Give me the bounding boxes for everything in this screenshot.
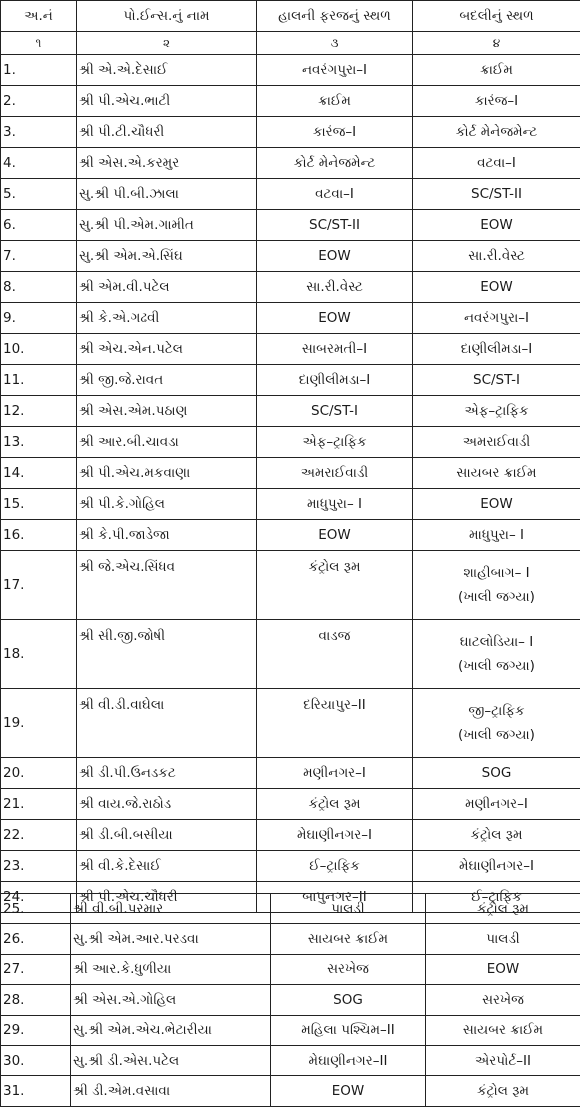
serial-number: 31. [1, 1076, 71, 1106]
officer-name: શ્રી જે.એચ.સિંધવ [77, 551, 257, 620]
transfer-posting [413, 620, 580, 689]
table-row [1, 427, 580, 458]
table-row [1, 117, 580, 148]
current-posting: મેઘાણીનગર–II [271, 1045, 426, 1075]
transfer-posting: પાલડી [426, 924, 580, 954]
serial-number: 14. [1, 458, 77, 489]
table-row [1, 396, 580, 427]
table-row [1, 551, 580, 620]
officer-name: શ્રી કે.પી.જાડેજા [77, 520, 257, 551]
transfer-posting: કારંજ–I [413, 86, 580, 117]
transfer-posting: EOW [413, 489, 580, 520]
header-name: પો.ઈન્સ.નું નામ [77, 1, 257, 32]
table-row [1, 789, 580, 820]
officer-name: શ્રી ડી.બી.બસીયા [77, 820, 257, 851]
table-row [1, 458, 580, 489]
officer-name: શ્રી પી.એચ.મકવાણા [77, 458, 257, 489]
transfer-posting: એરપોર્ટ–II [426, 1045, 580, 1075]
current-posting: EOW [257, 520, 413, 551]
transfer-posting-place: જી–ટ્રાફિક [468, 702, 525, 719]
current-posting: એફ–ટ્રાફિક [257, 427, 413, 458]
transfer-posting: સાયબર ક્રાઈમ [426, 1015, 580, 1045]
transfer-posting: SC/ST-II [413, 179, 580, 210]
transfer-posting: માધુપુરા– I [413, 520, 580, 551]
transfer-posting-place: શાહીબાગ– I [463, 564, 530, 581]
transfer-posting: કોર્ટ મેનેજમેન્ટ [413, 117, 580, 148]
table-row [1, 179, 580, 210]
serial-number: 21. [1, 789, 77, 820]
officer-name: શ્રી કે.એ.ગઢવી [77, 303, 257, 334]
header-row [1, 1, 580, 32]
current-posting: અમરાઈવાડી [257, 458, 413, 489]
serial-number: 6. [1, 210, 77, 241]
current-posting: બાપુનગર–II [257, 882, 413, 913]
column-number: ૨ [77, 32, 257, 55]
current-posting: માધુપુરા– I [257, 489, 413, 520]
serial-number: 5. [1, 179, 77, 210]
transfer-table-continued-body [1, 894, 580, 1107]
current-posting: સાયબર ક્રાઈમ [271, 924, 426, 954]
serial-number: 19. [1, 689, 77, 758]
serial-number: 24. [1, 882, 77, 913]
transfer-posting: EOW [413, 210, 580, 241]
transfer-posting: SOG [413, 758, 580, 789]
officer-name: સુ.શ્રી એમ.એચ.ભેટારીયા [71, 1015, 271, 1045]
officer-name: શ્રી આર.કે.ધુળીયા [71, 954, 271, 984]
header-sr: અ.નં [1, 1, 77, 32]
serial-number: 1. [1, 55, 77, 86]
serial-number: 12. [1, 396, 77, 427]
table-row [1, 303, 580, 334]
serial-number: 18. [1, 620, 77, 689]
officer-name: શ્રી એસ.એમ.પઠાણ [77, 396, 257, 427]
current-posting: SOG [271, 985, 426, 1015]
serial-number: 26. [1, 924, 71, 954]
transfer-posting: EOW [413, 272, 580, 303]
officer-name: શ્રી પી.એચ.ચૌધરી [77, 882, 257, 913]
transfer-posting: EOW [426, 954, 580, 984]
transfer-posting [413, 689, 580, 758]
officer-name: સુ.શ્રી ડી.એસ.પટેલ [71, 1045, 271, 1075]
transfer-posting: મેઘાણીનગર–I [413, 851, 580, 882]
officer-name: શ્રી વી.કે.દેસાઈ [77, 851, 257, 882]
current-posting: મહિલા પશ્ચિમ–II [271, 1015, 426, 1045]
header-current-posting: હાલની ફરજનું સ્થળ [257, 1, 413, 32]
transfer-posting: સાયબર ક્રાઈમ [413, 458, 580, 489]
officer-name: સુ.શ્રી પી.બી.ઝાલા [77, 179, 257, 210]
table-row [1, 86, 580, 117]
table-row [1, 272, 580, 303]
table-row [1, 148, 580, 179]
serial-number: 22. [1, 820, 77, 851]
column-number-row [1, 32, 580, 55]
officer-name: સુ.શ્રી પી.એમ.ગામીત [77, 210, 257, 241]
serial-number: 29. [1, 1015, 71, 1045]
current-posting: સાબરમતી–I [257, 334, 413, 365]
vacancy-note: (ખાલી જગ્યા) [458, 727, 535, 743]
table-row [1, 820, 580, 851]
officer-name: શ્રી એસ.એ.કરમુર [77, 148, 257, 179]
table-row [1, 954, 580, 984]
transfer-table-continued [0, 893, 580, 1107]
serial-number: 4. [1, 148, 77, 179]
serial-number: 30. [1, 1045, 71, 1075]
transfer-posting: ઈ–ટ્રાફિક [413, 882, 580, 913]
table-row [1, 365, 580, 396]
table-row [1, 985, 580, 1015]
current-posting: વટવા–I [257, 179, 413, 210]
transfer-posting: એફ–ટ્રાફિક [413, 396, 580, 427]
vacancy-note: (ખાલી જગ્યા) [458, 658, 535, 674]
transfer-posting: કંટ્રોલ રૂમ [426, 894, 580, 924]
transfer-posting [413, 551, 580, 620]
vacancy-note: (ખાલી જગ્યા) [458, 589, 535, 605]
officer-name: શ્રી પી.ટી.ચૌધરી [77, 117, 257, 148]
column-number: ૩ [257, 32, 413, 55]
current-posting: પાલડી [271, 894, 426, 924]
table-row [1, 894, 580, 924]
officer-name: શ્રી એમ.વી.પટેલ [77, 272, 257, 303]
serial-number: 10. [1, 334, 77, 365]
serial-number: 23. [1, 851, 77, 882]
serial-number: 15. [1, 489, 77, 520]
serial-number: 3. [1, 117, 77, 148]
current-posting: ઈ–ટ્રાફિક [257, 851, 413, 882]
serial-number: 9. [1, 303, 77, 334]
officer-name: શ્રી જી.જે.રાવત [77, 365, 257, 396]
officer-name: શ્રી આર.બી.ચાવડા [77, 427, 257, 458]
current-posting: કંટ્રોલ રૂમ [257, 551, 413, 620]
current-posting: મેઘાણીનગર–I [257, 820, 413, 851]
current-posting: EOW [271, 1076, 426, 1106]
current-posting: ક્રાઈમ [257, 86, 413, 117]
transfer-posting: ક્રાઈમ [413, 55, 580, 86]
transfer-posting: કંટ્રોલ રૂમ [413, 820, 580, 851]
table-row [1, 689, 580, 758]
officer-name: શ્રી એ.એ.દેસાઈ [77, 55, 257, 86]
current-posting: દાણીલીમડા–I [257, 365, 413, 396]
transfer-posting: સરખેજ [426, 985, 580, 1015]
table-row [1, 489, 580, 520]
transfer-posting: સા.રી.વેસ્ટ [413, 241, 580, 272]
officer-name: શ્રી એચ.એન.પટેલ [77, 334, 257, 365]
serial-number: 27. [1, 954, 71, 984]
table-row [1, 241, 580, 272]
table-row [1, 1045, 580, 1075]
current-posting: દરિયાપુર–II [257, 689, 413, 758]
transfer-posting: SC/ST-I [413, 365, 580, 396]
transfer-posting-place: ઘાટલોડિયા– I [459, 633, 534, 650]
serial-number: 8. [1, 272, 77, 303]
serial-number: 2. [1, 86, 77, 117]
transfer-posting: દાણીલીમડા–I [413, 334, 580, 365]
current-posting: કોર્ટ મેનેજમેન્ટ [257, 148, 413, 179]
transfer-posting: કંટ્રોલ રૂમ [426, 1076, 580, 1106]
current-posting: મણીનગર–I [257, 758, 413, 789]
transfer-posting: મણીનગર–I [413, 789, 580, 820]
current-posting: સરખેજ [271, 954, 426, 984]
officer-name: શ્રી વાય.જે.રાઠોડ [77, 789, 257, 820]
officer-name: શ્રી પી.એચ.ભાટી [77, 86, 257, 117]
transfer-posting: અમરાઈવાડી [413, 427, 580, 458]
table-row [1, 334, 580, 365]
current-posting: નવરંગપુરા–I [257, 55, 413, 86]
officer-name: શ્રી પી.કે.ગોહિલ [77, 489, 257, 520]
officer-name: શ્રી વી.ડી.વાઘેલા [77, 689, 257, 758]
column-number: ૪ [413, 32, 580, 55]
transfer-posting: વટવા–I [413, 148, 580, 179]
current-posting: કારંજ–I [257, 117, 413, 148]
serial-number: 13. [1, 427, 77, 458]
table-row [1, 520, 580, 551]
table-row [1, 1076, 580, 1106]
current-posting: EOW [257, 303, 413, 334]
table-row [1, 55, 580, 86]
current-posting: સા.રી.વેસ્ટ [257, 272, 413, 303]
serial-number: 17. [1, 551, 77, 620]
officer-name: શ્રી સી.જી.જોષી [77, 620, 257, 689]
officer-name: સુ.શ્રી એમ.આર.પરડવા [71, 924, 271, 954]
serial-number: 20. [1, 758, 77, 789]
officer-name: શ્રી ડી.પી.ઉનડકટ [77, 758, 257, 789]
current-posting: કંટ્રોલ રૂમ [257, 789, 413, 820]
officer-name: શ્રી એસ.એ.ગોહિલ [71, 985, 271, 1015]
table-row [1, 1015, 580, 1045]
table-row [1, 620, 580, 689]
officer-name: શ્રી વી.બી.પરમાર [71, 894, 271, 924]
serial-number: 16. [1, 520, 77, 551]
serial-number: 11. [1, 365, 77, 396]
table-row [1, 758, 580, 789]
header-transfer-posting: બદલીનું સ્થળ [413, 1, 580, 32]
serial-number: 28. [1, 985, 71, 1015]
column-number: ૧ [1, 32, 77, 55]
current-posting: વાડજ [257, 620, 413, 689]
officer-name: શ્રી ડી.એમ.વસાવા [71, 1076, 271, 1106]
current-posting: EOW [257, 241, 413, 272]
serial-number: 7. [1, 241, 77, 272]
table-row [1, 210, 580, 241]
transfer-table-body [1, 55, 580, 913]
current-posting: SC/ST-II [257, 210, 413, 241]
transfer-posting: નવરંગપુરા–I [413, 303, 580, 334]
table-row [1, 924, 580, 954]
officer-name: સુ.શ્રી એમ.એ.સિંઘ [77, 241, 257, 272]
table-row [1, 851, 580, 882]
serial-number: 25. [1, 894, 71, 924]
current-posting: SC/ST-I [257, 396, 413, 427]
